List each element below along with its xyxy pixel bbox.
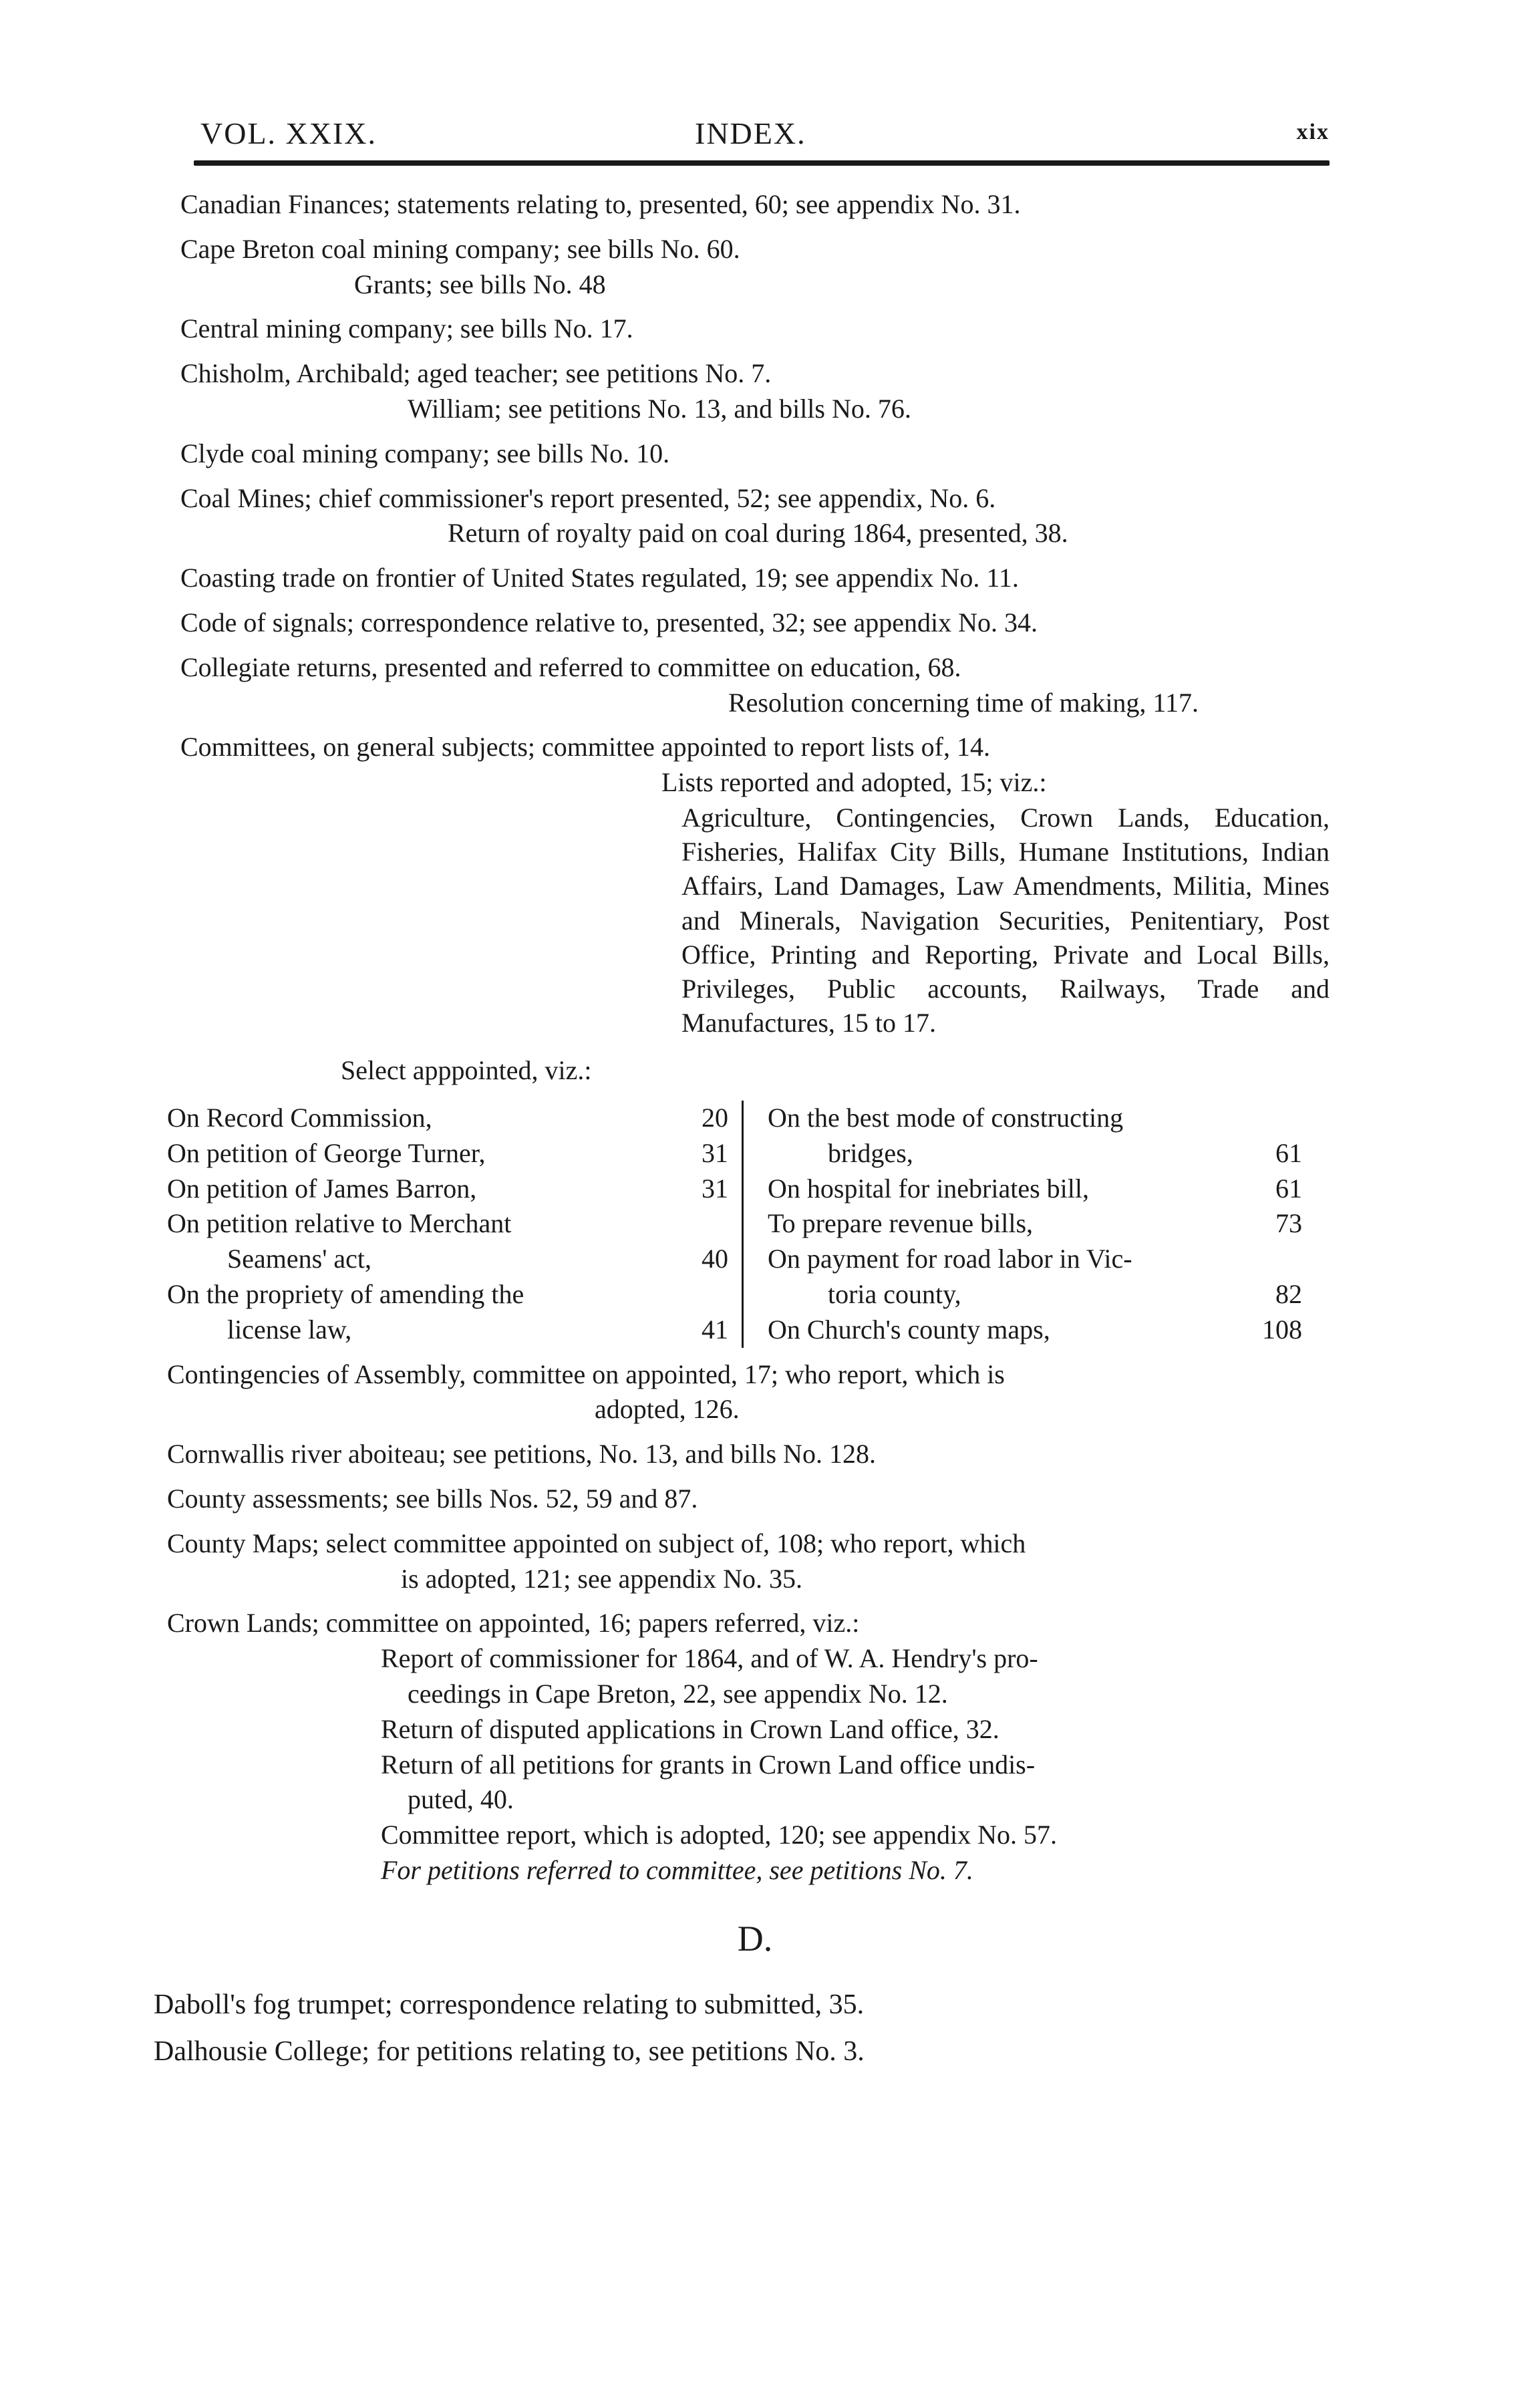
row-page: 40: [702, 1244, 728, 1274]
table-row: [768, 1101, 1316, 1136]
table-row: [167, 1206, 742, 1242]
entry-line: Canadian Finances; statements relating to, presented, 60; see appendix No. 31.: [180, 189, 1021, 219]
entry-line: Central mining company; see bills No. 17.: [180, 313, 633, 344]
table-row: [167, 1277, 742, 1312]
entry-line: Coal Mines; chief commissioner's report presented, 52; see appendix, No. 6.: [180, 482, 996, 513]
table-row: [167, 1312, 742, 1348]
section-letter: D.: [737, 1918, 773, 1959]
row-label: On payment for road labor in Vic-: [768, 1244, 1132, 1274]
entry-line: Collegiate returns, presented and referred to committee on education, 68.: [180, 652, 961, 682]
select-committees-right-column: [742, 1101, 1316, 1348]
entry-line: County assessments; see bills Nos. 52, 59 and 87.: [167, 1483, 698, 1514]
row-page: 61: [1275, 1137, 1302, 1168]
table-row: [768, 1136, 1316, 1171]
entry-line: Chisholm, Archibald; aged teacher; see petitions No. 7.: [180, 358, 772, 389]
table-row: [167, 1242, 742, 1277]
entry-subline: Lists reported and adopted, 15; viz.:: [661, 767, 1047, 798]
entry-line: Clyde coal mining company; see bills No. 10.: [180, 438, 670, 468]
index-entry: [180, 481, 1330, 552]
entry-subline: ceedings in Cape Breton, 22, see appendix No. 12.: [408, 1679, 948, 1709]
entry-subline: William; see petitions No. 13, and bills No. 76.: [408, 393, 911, 424]
entry-subline: Report of commissioner for 1864, and of W. A. Hendry's pro-: [381, 1643, 1038, 1674]
entry-subline: Resolution concerning time of making, 117.: [728, 687, 1199, 718]
entry-line: Contingencies of Assembly, committee on appointed, 17; who report, which is: [167, 1359, 1005, 1389]
row-page: 73: [1275, 1208, 1302, 1239]
row-label: On petition of George Turner,: [167, 1137, 486, 1168]
row-page: [1302, 1101, 1316, 1136]
table-row: [768, 1312, 1316, 1348]
row-page: [728, 1206, 742, 1242]
row-label: On petition relative to Merchant: [167, 1208, 512, 1239]
index-entry: [180, 436, 1330, 472]
row-label: On petition of James Barron,: [167, 1173, 477, 1204]
row-label: On Church's county maps,: [768, 1314, 1050, 1345]
table-row: [167, 1101, 742, 1136]
table-row: [768, 1171, 1316, 1207]
row-label: bridges,: [828, 1137, 913, 1168]
row-page: 20: [702, 1103, 728, 1133]
row-label: On the best mode of constructing: [768, 1103, 1124, 1133]
index-entry: [180, 561, 1330, 596]
page-number: xix: [1296, 120, 1330, 144]
entry-line: Cape Breton coal mining company; see bills No. 60.: [180, 233, 740, 264]
entry-subline: is adopted, 121; see appendix No. 35.: [401, 1563, 802, 1594]
entry-subline: Return of all petitions for grants in Crown Land office undis-: [381, 1749, 1036, 1780]
table-row: [167, 1136, 742, 1171]
running-head: [180, 114, 1330, 160]
row-label: On Record Commission,: [167, 1103, 432, 1133]
committee-list: Agriculture, Contingencies, Crown Lands, Education, Fisheries, Halifax City Bills, Humane Institutions, Indian Affairs, Land Damages, Law Amendments, Militia, Mines and Minerals, Navigation Securities, Penitentiary, Post Office, Printing and Reporting, Private and Local Bills, Privileges, Public accounts, Railways, Trade and Manufactures, 15 to 17.: [681, 802, 1330, 1038]
row-label: Seamens' act,: [227, 1244, 372, 1274]
index-entry: [167, 1481, 1330, 1517]
row-label: toria county,: [828, 1279, 961, 1310]
entry-line: Crown Lands; committee on appointed, 16; papers referred, viz.:: [167, 1608, 860, 1639]
table-row: [768, 1242, 1316, 1277]
table-row: [167, 1171, 742, 1207]
entry-line: County Maps; select committee appointed on subject of, 108; who report, which: [167, 1528, 1026, 1558]
row-label: On hospital for inebriates bill,: [768, 1173, 1090, 1204]
index-entry: [167, 1357, 1330, 1428]
row-page: 61: [1275, 1173, 1302, 1204]
index-entry: [180, 356, 1330, 427]
index-entry: [180, 187, 1330, 223]
entry-line: Daboll's fog trumpet; correspondence relating to submitted, 35.: [154, 1989, 865, 2021]
row-page: [1302, 1242, 1316, 1277]
entry-line: Dalhousie College; for petitions relating to, see petitions No. 3.: [154, 2035, 865, 2067]
row-label: On the propriety of amending the: [167, 1279, 524, 1310]
index-entry: [167, 1526, 1330, 1597]
index-entry: [180, 605, 1330, 641]
select-committees-left-column: [167, 1101, 742, 1348]
entry-subline: Return of disputed applications in Crown Land office, 32.: [381, 1713, 999, 1744]
entry-subline: Grants; see bills No. 48: [354, 269, 606, 299]
entry-line: Cornwallis river aboiteau; see petitions, No. 13, and bills No. 128.: [167, 1439, 876, 1469]
row-label: To prepare revenue bills,: [768, 1208, 1034, 1239]
row-page: 41: [702, 1314, 728, 1345]
select-committees-label: Select apppointed, viz.:: [341, 1055, 592, 1086]
index-entry: [180, 232, 1330, 303]
row-page: 31: [702, 1173, 728, 1204]
entry-line: Committees, on general subjects; committee appointed to report lists of, 14.: [180, 732, 990, 762]
entry-subline: adopted, 126.: [595, 1394, 740, 1425]
entry-line: Coasting trade on frontier of United States regulated, 19; see appendix No. 11.: [180, 563, 1019, 593]
header-rule: [194, 160, 1330, 166]
entry-subline: puted, 40.: [408, 1784, 514, 1815]
index-entry: [154, 2033, 1330, 2070]
index-page: [154, 114, 1330, 2080]
index-entry: [154, 1987, 1330, 2023]
table-row: [768, 1206, 1316, 1242]
crown-lands-entry: [167, 1606, 1330, 1888]
row-page: [728, 1277, 742, 1312]
entry-subline: Return of royalty paid on coal during 1864, presented, 38.: [448, 518, 1068, 549]
select-committees-table: [167, 1101, 1343, 1348]
table-row: [768, 1277, 1316, 1312]
index-entry: [167, 1437, 1330, 1472]
row-label: license law,: [227, 1314, 352, 1345]
section-d: [154, 1987, 1330, 2070]
row-page: 31: [702, 1137, 728, 1168]
volume-label: VOL. XXIX.: [200, 116, 377, 150]
row-page: 108: [1262, 1314, 1302, 1345]
index-entry: [180, 311, 1330, 347]
committees-entry: [180, 730, 1330, 1089]
entry-subline: Committee report, which is adopted, 120; see appendix No. 57.: [381, 1820, 1058, 1850]
row-page: 82: [1275, 1279, 1302, 1310]
index-entry: [180, 650, 1330, 721]
entry-subline: For petitions referred to committee, see petitions No. 7.: [381, 1855, 973, 1885]
entry-line: Code of signals; correspondence relative to, presented, 32; see appendix No. 34.: [180, 607, 1038, 638]
index-title: INDEX.: [695, 116, 806, 150]
